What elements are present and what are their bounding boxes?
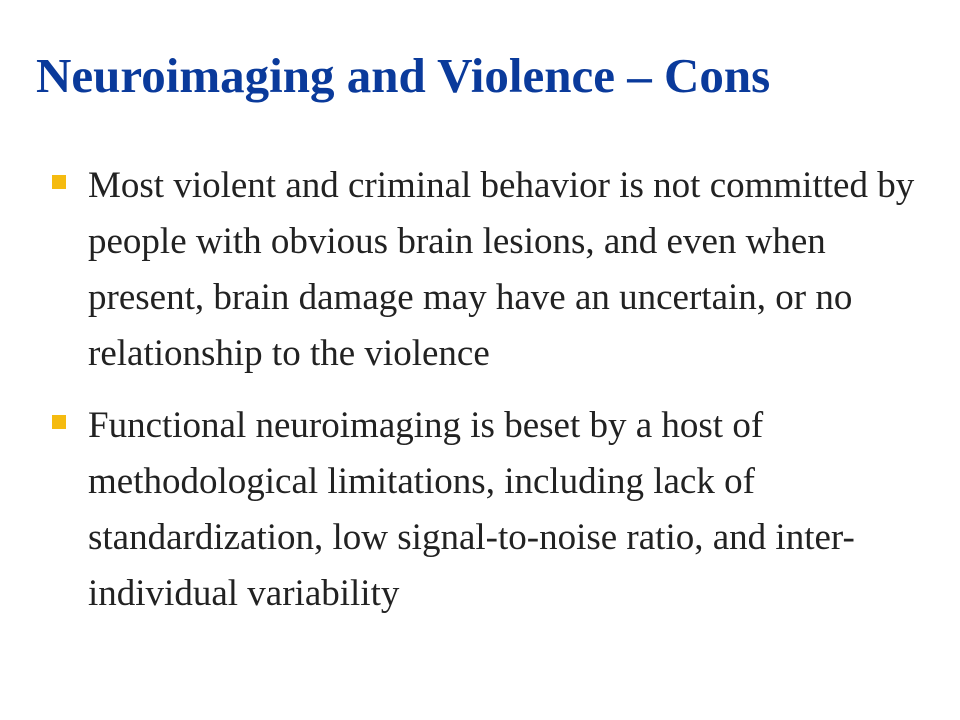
bullet-list bbox=[52, 158, 932, 638]
bullet-item bbox=[52, 158, 932, 382]
bullet-item bbox=[52, 398, 932, 622]
bullet-text: Functional neuroimaging is beset by a host of methodological limitations, including lack of standardization, low signal-to-noise ratio, and inter-individual variability bbox=[88, 405, 855, 614]
square-bullet-icon bbox=[52, 175, 66, 189]
slide-title: Neuroimaging and Violence – Cons bbox=[36, 48, 771, 103]
square-bullet-icon bbox=[52, 415, 66, 429]
bullet-text: Most violent and criminal behavior is not committed by people with obvious brain lesions, and even when present, brain damage may have an uncertain, or no relationship to the violence bbox=[88, 165, 915, 374]
